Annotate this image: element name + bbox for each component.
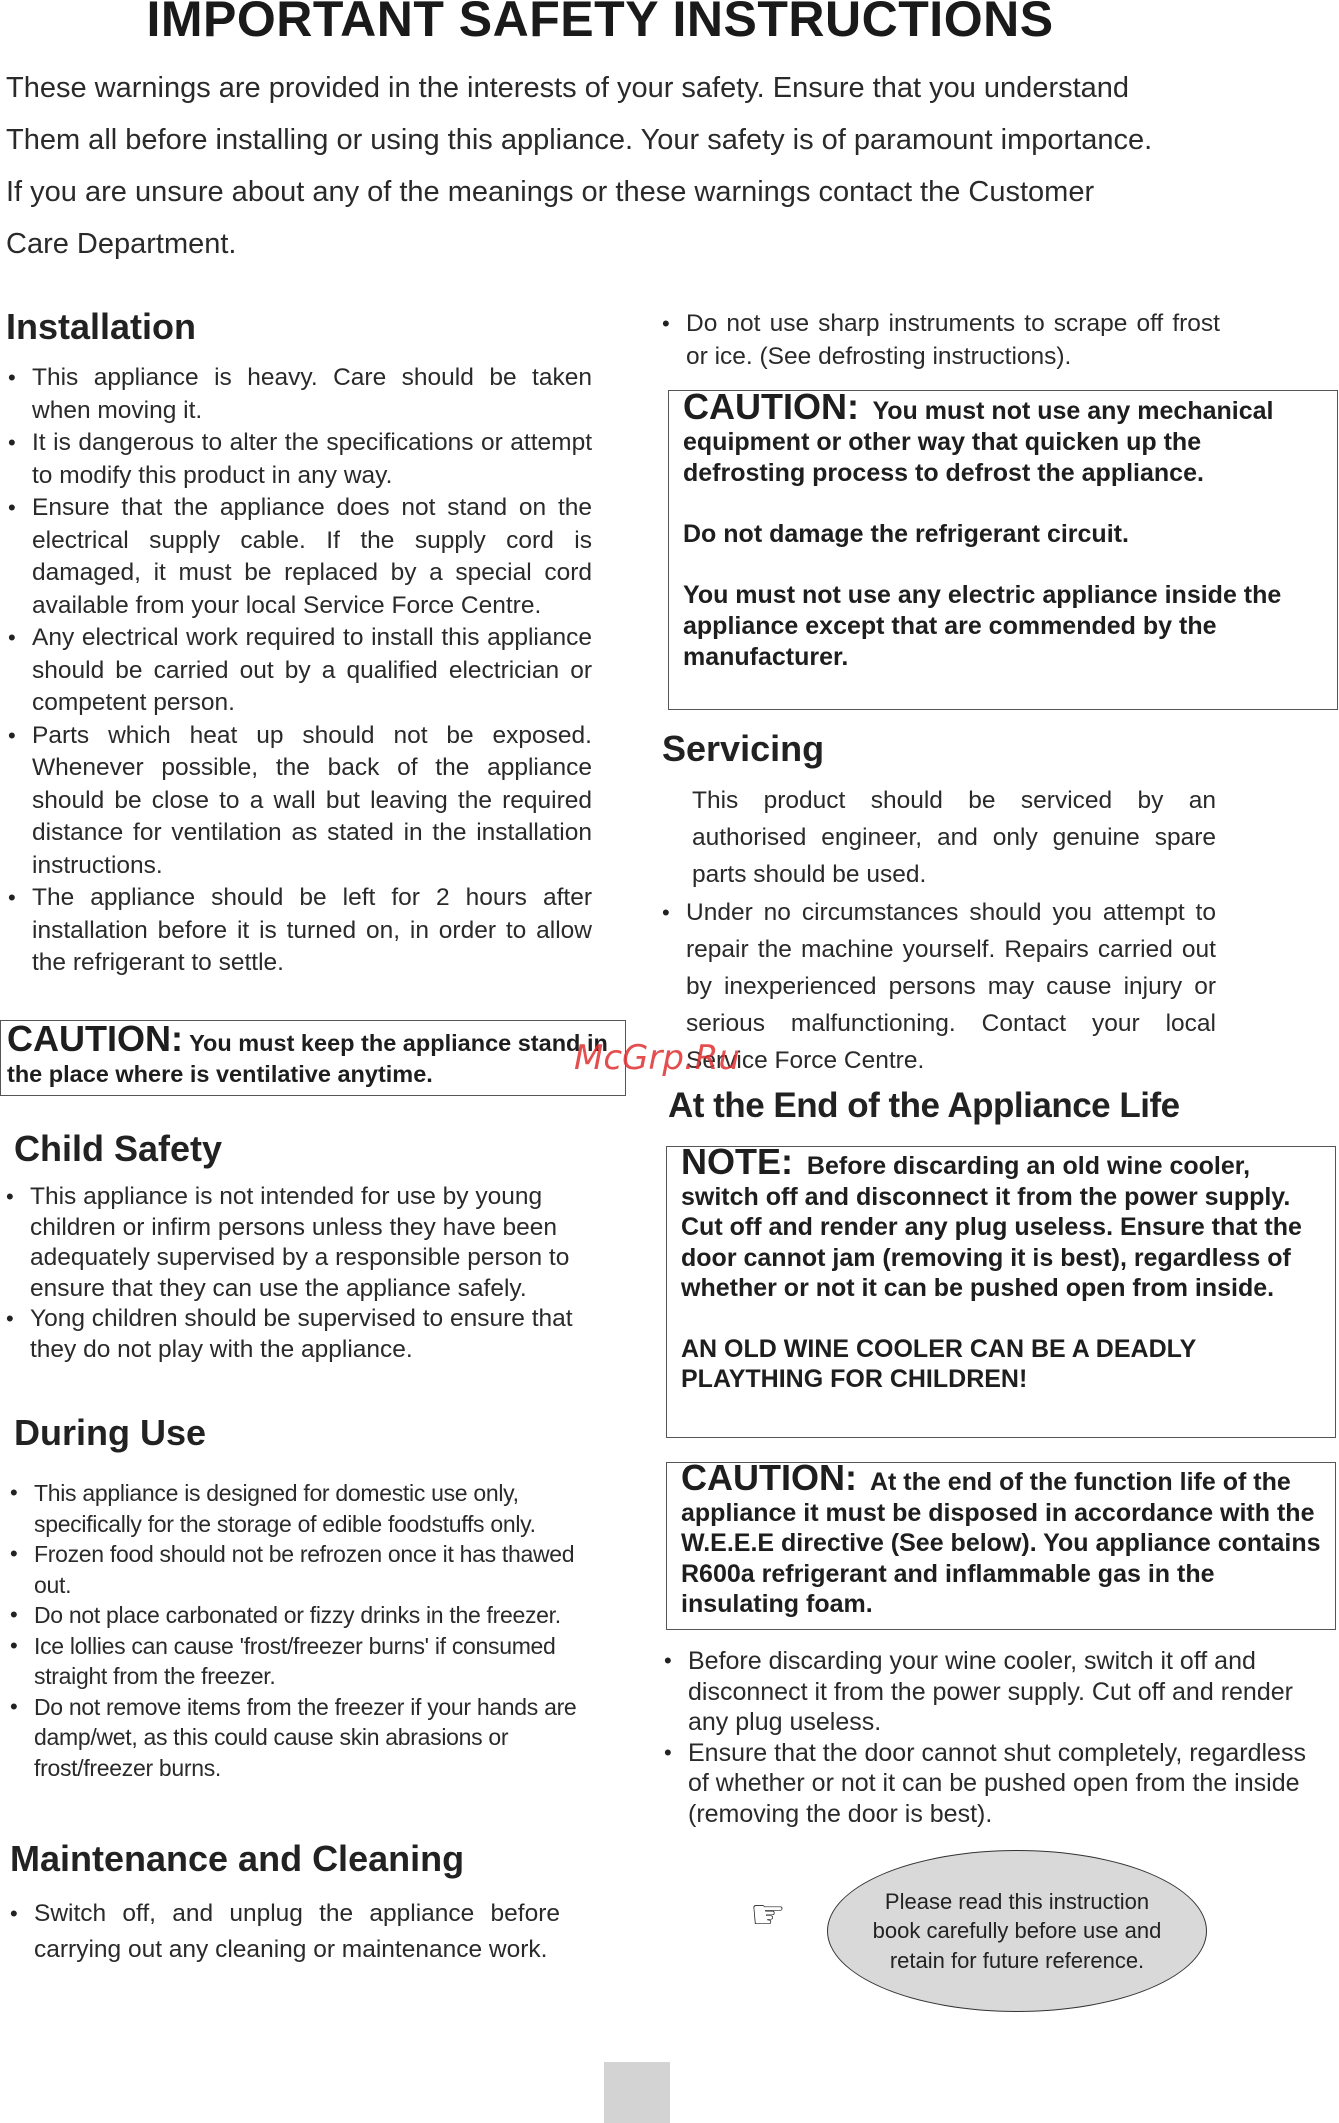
- end-of-life-heading: At the End of the Appliance Life: [668, 1086, 1180, 1125]
- list-item: • Do not place carbonated or fizzy drinks in the freezer.: [8, 1600, 590, 1631]
- caution-defrost-box: [668, 386, 1338, 710]
- caution-ventilation-box: [0, 1020, 626, 1096]
- intro-line: Them all before installing or using this appliance. Your safety is of paramount importance.: [6, 124, 1153, 156]
- caution-text: You must not use any mechanical equipment or other way that quicken up the defrosting process to defrost the appliance.: [683, 397, 1274, 487]
- reminder-oval: [827, 1850, 1207, 2012]
- caution-text: Do not damage the refrigerant circuit.: [683, 520, 1129, 548]
- note-box: [666, 1141, 1336, 1438]
- caution-disposal-box: [666, 1457, 1336, 1630]
- intro-line: If you are unsure about any of the meanings or these warnings contact the Customer: [6, 176, 1095, 208]
- servicing-heading: Servicing: [662, 728, 825, 769]
- list-item: • Do not remove items from the freezer if your hands are damp/wet, as this could cause skin abrasions or frost/freezer burns.: [8, 1692, 590, 1784]
- servicing-list: [660, 894, 1216, 1079]
- note-text: Before discarding an old wine cooler, switch off and disconnect it from the power supply. Cut off and render any plug useless. Ensure that the door cannot jam (removing it is best), regardless of whether or not it can be pushed open from inside.: [681, 1152, 1302, 1302]
- watermark: McGrp.Ru: [574, 1038, 740, 1078]
- installation-list: [6, 362, 592, 980]
- list-item: • Ice lollies can cause 'frost/freezer burns' if consumed straight from the freezer.: [8, 1631, 590, 1692]
- caution-label: CAUTION:: [7, 1018, 183, 1059]
- list-item: • Any electrical work required to install this appliance should be carried out by a qualified electrician or competent person.: [6, 622, 592, 720]
- installation-heading: Installation: [6, 306, 197, 347]
- list-item: • Before discarding your wine cooler, switch it off and disconnect it from the power supply. Cut off and render any plug useless.: [662, 1646, 1332, 1738]
- caution-text: You must keep the appliance stand in the place where is ventilative anytime.: [7, 1030, 608, 1087]
- reminder-text: Please read this instruction book carefully before use and retain for future reference.: [872, 1888, 1162, 1973]
- list-item: • This appliance is not intended for use by young children or infirm persons unless they have been adequately supervised by a responsible person to ensure that they can use the appliance safely.: [4, 1182, 624, 1304]
- during-use-list: [8, 1478, 590, 1783]
- servicing-intro: [692, 782, 1216, 893]
- list-item: • Switch off, and unplug the appliance before carrying out any cleaning or maintenance work.: [8, 1896, 560, 1968]
- list-item: • Do not use sharp instruments to scrape off frost or ice. (See defrosting instructions).: [660, 308, 1220, 373]
- note-warning: AN OLD WINE COOLER CAN BE A DEADLY PLAYTHING FOR CHILDREN!: [681, 1334, 1196, 1393]
- pointing-hand-icon: ☞: [750, 1893, 786, 1937]
- intro-paragraph: [6, 62, 1236, 270]
- note-label: NOTE:: [681, 1141, 793, 1182]
- defrost-list: [660, 308, 1220, 373]
- page-title: IMPORTANT SAFETY INSTRUCTIONS: [146, 0, 1054, 47]
- caution-text: You must not use any electric appliance inside the appliance except that are commended by the manufacturer.: [683, 581, 1282, 671]
- list-item: • Yong children should be supervised to ensure that they do not play with the appliance.: [4, 1304, 624, 1365]
- child-safety-heading: Child Safety: [14, 1128, 223, 1169]
- list-item: • Frozen food should not be refrozen once it has thawed out.: [8, 1539, 590, 1600]
- intro-line: These warnings are provided in the interests of your safety. Ensure that you understand: [6, 72, 1130, 104]
- list-item: • This appliance is heavy. Care should be taken when moving it.: [6, 362, 592, 427]
- end-of-life-list: [662, 1646, 1332, 1829]
- list-item: • Under no circumstances should you attempt to repair the machine yourself. Repairs carried out by inexperienced persons may cause injury or serious malfunctioning. Contact your local Service Force Centre.: [660, 894, 1216, 1079]
- child-safety-list: [4, 1182, 624, 1365]
- intro-line: Care Department.: [6, 228, 237, 260]
- list-item: • Ensure that the door cannot shut completely, regardless of whether or not it can be pushed open from the inside (removing the door is best).: [662, 1738, 1332, 1830]
- caution-text: At the end of the function life of the appliance it must be disposed in accordance with the W.E.E.E directive (See below). You appliance contains R600a refrigerant and inflammable gas in the insulating foam.: [681, 1468, 1321, 1618]
- caution-label: CAUTION:: [681, 1457, 857, 1498]
- during-use-heading: During Use: [14, 1412, 207, 1453]
- page-number-box: [604, 2062, 670, 2123]
- list-item: • The appliance should be left for 2 hours after installation before it is turned on, in order to allow the refrigerant to settle.: [6, 882, 592, 980]
- list-item: • Parts which heat up should not be exposed. Whenever possible, the back of the appliance should be close to a wall but leaving the required distance for ventilation as stated in the installation instructions.: [6, 720, 592, 883]
- list-item: • Ensure that the appliance does not stand on the electrical supply cable. If the supply cord is damaged, it must be replaced by a special cord available from your local Service Force Centre.: [6, 492, 592, 622]
- maintenance-heading: Maintenance and Cleaning: [10, 1838, 465, 1879]
- list-item: • This appliance is designed for domestic use only, specifically for the storage of edible foodstuffs only.: [8, 1478, 590, 1539]
- caution-label: CAUTION:: [683, 386, 859, 427]
- servicing-text: This product should be serviced by an authorised engineer, and only genuine spare parts should be used.: [692, 787, 1216, 888]
- maintenance-list: [8, 1896, 560, 1968]
- list-item: • It is dangerous to alter the specifications or attempt to modify this product in any way.: [6, 427, 592, 492]
